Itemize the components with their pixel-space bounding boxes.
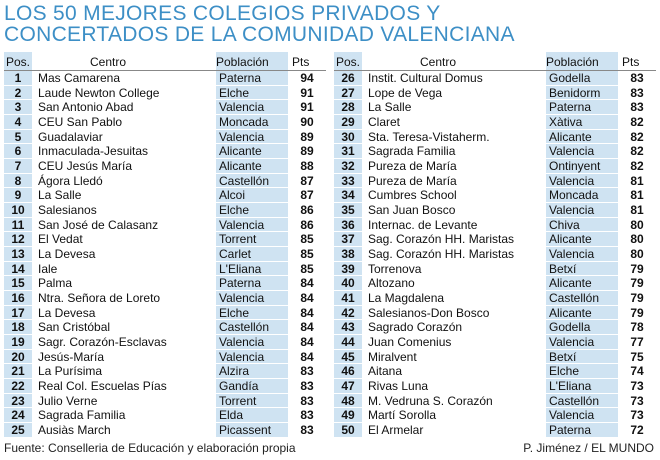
points-cell: 80	[630, 232, 644, 247]
rank-cell: 40	[334, 276, 362, 291]
points-cell: 86	[300, 217, 314, 232]
rank-cell: 7	[4, 159, 32, 174]
rank-cell: 45	[334, 350, 362, 365]
school-name-cell: Internac. de Levante	[368, 217, 478, 232]
points-cell: 75	[630, 349, 644, 364]
school-name-cell: El Armelar	[368, 423, 424, 438]
town-cell: Valencia	[546, 408, 618, 423]
table-row	[334, 335, 656, 350]
points-cell: 79	[630, 305, 644, 320]
school-name-cell: Ntra. Señora de Loreto	[38, 291, 161, 306]
rank-cell: 2	[4, 86, 32, 101]
town-cell: Alicante	[546, 232, 618, 247]
ranking-table-right	[334, 52, 656, 438]
points-cell: 83	[300, 408, 314, 423]
table-row	[334, 276, 656, 291]
school-name-cell: San Antonio Abad	[38, 100, 134, 115]
school-name-cell: Martí Sorolla	[368, 408, 437, 423]
page-title	[4, 3, 515, 45]
town-cell: Chiva	[546, 218, 618, 233]
points-cell: 88	[300, 159, 314, 174]
town-cell: Torrent	[216, 394, 288, 409]
rank-cell: 19	[4, 335, 32, 350]
table-row	[4, 306, 326, 321]
school-name-cell: M. Vedruna S. Corazón	[368, 393, 493, 408]
town-cell: Torrent	[216, 232, 288, 247]
table-row	[334, 320, 656, 335]
credit-note: P. Jiménez / EL MUNDO	[523, 441, 654, 455]
town-cell: Alicante	[546, 306, 618, 321]
rank-cell: 15	[4, 276, 32, 291]
table-row	[4, 71, 326, 86]
rank-cell: 12	[4, 232, 32, 247]
points-cell: 84	[300, 335, 314, 350]
town-cell: Valencia	[546, 144, 618, 159]
school-name-cell: Sag. Corazón HH. Maristas	[368, 247, 515, 262]
school-name-cell: Pureza de María	[368, 159, 457, 174]
table-row	[4, 335, 326, 350]
school-name-cell: Ágora Lledó	[38, 173, 103, 188]
school-name-cell: San Cristóbal	[38, 320, 111, 335]
rank-cell: 42	[334, 306, 362, 321]
town-cell: Alicante	[546, 276, 618, 291]
rank-cell: 10	[4, 203, 32, 218]
school-name-cell: Sagr. Corazón-Esclavas	[38, 335, 167, 350]
town-cell: Valencia	[216, 291, 288, 306]
header-poblacion: Población	[546, 55, 599, 69]
town-cell: Valencia	[216, 335, 288, 350]
town-cell: Elche	[216, 306, 288, 321]
table-row	[334, 218, 656, 233]
table-row	[334, 364, 656, 379]
points-cell: 82	[630, 144, 644, 159]
points-cell: 83	[300, 393, 314, 408]
rank-cell: 27	[334, 86, 362, 101]
town-cell: Valencia	[546, 174, 618, 189]
rank-cell: 1	[4, 71, 32, 86]
school-name-cell: Sta. Teresa-Vistaherm.	[368, 129, 490, 144]
table-row	[4, 159, 326, 174]
points-cell: 89	[300, 129, 314, 144]
table-row	[4, 218, 326, 233]
table-body	[334, 71, 656, 438]
table-row	[4, 188, 326, 203]
rank-cell: 29	[334, 115, 362, 130]
table-row	[4, 130, 326, 145]
points-cell: 85	[300, 247, 314, 262]
table-row	[334, 262, 656, 277]
points-cell: 83	[630, 100, 644, 115]
points-cell: 83	[300, 379, 314, 394]
points-cell: 84	[300, 349, 314, 364]
school-name-cell: Salesianos-Don Bosco	[368, 305, 490, 320]
points-cell: 83	[300, 364, 314, 379]
table-row	[334, 86, 656, 101]
points-cell: 85	[300, 261, 314, 276]
town-cell: Godella	[546, 71, 618, 86]
school-name-cell: Jesús-María	[38, 349, 105, 364]
points-cell: 84	[300, 320, 314, 335]
school-name-cell: Guadalaviar	[38, 129, 103, 144]
rank-cell: 16	[4, 291, 32, 306]
points-cell: 83	[300, 423, 314, 438]
rank-cell: 38	[334, 247, 362, 262]
town-cell: Valencia	[216, 100, 288, 115]
points-cell: 84	[300, 305, 314, 320]
town-cell: Valencia	[546, 247, 618, 262]
town-cell: Gandía	[216, 379, 288, 394]
points-cell: 79	[630, 276, 644, 291]
table-row	[334, 188, 656, 203]
rank-cell: 3	[4, 100, 32, 115]
school-name-cell: Pureza de María	[368, 173, 457, 188]
school-name-cell: La Devesa	[38, 305, 96, 320]
school-name-cell: Iale	[38, 261, 58, 276]
town-cell: Godella	[546, 320, 618, 335]
rank-cell: 37	[334, 232, 362, 247]
table-row	[334, 423, 656, 438]
school-name-cell: Mas Camarena	[38, 71, 121, 85]
rank-cell: 49	[334, 408, 362, 423]
school-name-cell: Sagrada Familia	[38, 408, 126, 423]
table-row	[334, 144, 656, 159]
rank-cell: 43	[334, 320, 362, 335]
school-name-cell: Sagrado Corazón	[368, 320, 463, 335]
town-cell: Alzira	[216, 364, 288, 379]
table-row	[4, 232, 326, 247]
points-cell: 77	[630, 335, 644, 350]
town-cell: Paterna	[546, 423, 618, 438]
rank-cell: 30	[334, 130, 362, 145]
table-row	[4, 100, 326, 115]
town-cell: Picassent	[216, 423, 288, 438]
table-row	[4, 203, 326, 218]
ranking-table-left	[4, 52, 326, 438]
rank-cell: 26	[334, 71, 362, 86]
rank-cell: 47	[334, 379, 362, 394]
points-cell: 87	[300, 188, 314, 203]
points-cell: 72	[630, 423, 644, 438]
table-row	[334, 394, 656, 409]
town-cell: Paterna	[546, 100, 618, 115]
school-name-cell: La Purísima	[38, 364, 103, 379]
town-cell: Alicante	[216, 144, 288, 159]
points-cell: 91	[300, 100, 314, 115]
points-cell: 83	[630, 71, 644, 85]
rank-cell: 5	[4, 130, 32, 145]
table-row	[4, 276, 326, 291]
rank-cell: 6	[4, 144, 32, 159]
header-pos: Pos.	[336, 55, 361, 69]
table-row	[4, 364, 326, 379]
points-cell: 81	[630, 203, 644, 218]
points-cell: 79	[630, 261, 644, 276]
town-cell: Castellón	[546, 394, 618, 409]
school-name-cell: La Devesa	[38, 247, 96, 262]
school-name-cell: San José de Calasanz	[38, 217, 159, 232]
points-cell: 74	[630, 364, 644, 379]
table-row	[4, 291, 326, 306]
rank-cell: 4	[4, 115, 32, 130]
header-centro: Centro	[420, 55, 457, 69]
school-name-cell: San Juan Bosco	[368, 203, 456, 218]
table-row	[4, 350, 326, 365]
table-row	[334, 408, 656, 423]
town-cell: Valencia	[216, 350, 288, 365]
school-name-cell: Juan Comenius	[368, 335, 452, 350]
rank-cell: 39	[334, 262, 362, 277]
table-row	[334, 100, 656, 115]
town-cell: Elche	[546, 364, 618, 379]
town-cell: Moncada	[216, 115, 288, 130]
town-cell: L'Eliana	[546, 379, 618, 394]
school-name-cell: Altozano	[368, 276, 415, 291]
table-row	[4, 262, 326, 277]
points-cell: 80	[630, 247, 644, 262]
town-cell: Alcoi	[216, 188, 288, 203]
town-cell: Valencia	[546, 203, 618, 218]
school-name-cell: Julio Verne	[38, 393, 98, 408]
points-cell: 85	[300, 232, 314, 247]
school-name-cell: Instit. Cultural Domus	[368, 71, 483, 85]
points-cell: 82	[630, 159, 644, 174]
school-name-cell: Miralvent	[368, 349, 417, 364]
school-name-cell: La Magdalena	[368, 291, 445, 306]
table-body	[4, 71, 326, 438]
town-cell: Betxí	[546, 262, 618, 277]
points-cell: 79	[630, 291, 644, 306]
table-row	[334, 291, 656, 306]
table-row	[4, 144, 326, 159]
rank-cell: 41	[334, 291, 362, 306]
school-name-cell: La Salle	[38, 188, 82, 203]
town-cell: Benidorm	[546, 86, 618, 101]
rank-cell: 17	[4, 306, 32, 321]
rank-cell: 23	[4, 394, 32, 409]
points-cell: 82	[630, 115, 644, 130]
school-name-cell: Rivas Luna	[368, 379, 429, 394]
rank-cell: 11	[4, 218, 32, 233]
school-name-cell: Salesianos	[38, 203, 97, 218]
source-note: Fuente: Conselleria de Educación y elaboración propia	[4, 441, 296, 455]
town-cell: Elche	[216, 203, 288, 218]
points-cell: 89	[300, 144, 314, 159]
rank-cell: 9	[4, 188, 32, 203]
town-cell: Alicante	[216, 159, 288, 174]
school-name-cell: Laude Newton College	[38, 85, 160, 100]
rank-cell: 44	[334, 335, 362, 350]
table-row	[4, 423, 326, 438]
table-row	[334, 174, 656, 189]
rank-cell: 24	[4, 408, 32, 423]
town-cell: Elda	[216, 408, 288, 423]
town-cell: Xàtiva	[546, 115, 618, 130]
town-cell: Paterna	[216, 71, 288, 86]
school-name-cell: Cumbres School	[368, 188, 457, 203]
town-cell: Valencia	[546, 335, 618, 350]
school-name-cell: Lope de Vega	[368, 85, 443, 100]
rank-cell: 28	[334, 100, 362, 115]
town-cell: Valencia	[216, 130, 288, 145]
school-name-cell: Aitana	[368, 364, 403, 379]
town-cell: Carlet	[216, 247, 288, 262]
town-cell: Moncada	[546, 188, 618, 203]
points-cell: 90	[300, 115, 314, 130]
header-pts: Pts	[622, 55, 640, 69]
points-cell: 87	[300, 173, 314, 188]
points-cell: 73	[630, 393, 644, 408]
rank-cell: 13	[4, 247, 32, 262]
town-cell: Alicante	[546, 130, 618, 145]
school-name-cell: Sag. Corazón HH. Maristas	[368, 232, 515, 247]
town-cell: Castellón	[546, 291, 618, 306]
school-name-cell: Real Col. Escuelas Pías	[38, 379, 167, 394]
points-cell: 78	[630, 320, 644, 335]
school-name-cell: CEU Jesús María	[38, 159, 133, 174]
school-name-cell: Torrenova	[368, 261, 422, 276]
header-pos: Pos.	[6, 55, 31, 69]
rank-cell: 34	[334, 188, 362, 203]
title-line-1: LOS 50 MEJORES COLEGIOS PRIVADOS Y	[4, 2, 441, 25]
header-centro: Centro	[90, 55, 127, 69]
town-cell: Valencia	[216, 218, 288, 233]
table-row	[4, 379, 326, 394]
table-row	[4, 247, 326, 262]
rank-cell: 50	[334, 423, 362, 438]
rank-cell: 48	[334, 394, 362, 409]
rank-cell: 35	[334, 203, 362, 218]
school-name-cell: CEU San Pablo	[38, 115, 123, 130]
points-cell: 84	[300, 276, 314, 291]
points-cell: 73	[630, 379, 644, 394]
rank-cell: 31	[334, 144, 362, 159]
rank-cell: 20	[4, 350, 32, 365]
points-cell: 73	[630, 408, 644, 423]
rank-cell: 22	[4, 379, 32, 394]
table-row	[334, 350, 656, 365]
table-row	[334, 159, 656, 174]
town-cell: Paterna	[216, 276, 288, 291]
table-row	[334, 115, 656, 130]
school-name-cell: El Vedat	[38, 232, 83, 247]
school-name-cell: Sagrada Familia	[368, 144, 456, 159]
points-cell: 94	[300, 71, 314, 85]
table-row	[334, 247, 656, 262]
rank-cell: 36	[334, 218, 362, 233]
table-row	[334, 71, 656, 86]
points-cell: 80	[630, 217, 644, 232]
rank-cell: 14	[4, 262, 32, 277]
table-row	[334, 379, 656, 394]
table-header	[334, 52, 656, 71]
rank-cell: 21	[4, 364, 32, 379]
rank-cell: 32	[334, 159, 362, 174]
town-cell: Castellón	[216, 174, 288, 189]
school-name-cell: Claret	[368, 115, 401, 130]
table-header	[4, 52, 326, 71]
header-pts: Pts	[292, 55, 310, 69]
points-cell: 84	[300, 291, 314, 306]
table-row	[334, 306, 656, 321]
school-name-cell: Inmaculada-Jesuitas	[38, 144, 149, 159]
header-poblacion: Población	[216, 55, 269, 69]
table-row	[4, 408, 326, 423]
table-row	[334, 203, 656, 218]
rank-cell: 18	[4, 320, 32, 335]
table-row	[4, 394, 326, 409]
town-cell: Betxí	[546, 350, 618, 365]
school-name-cell: Ausiàs March	[38, 423, 111, 438]
table-row	[4, 320, 326, 335]
school-name-cell: La Salle	[368, 100, 412, 115]
table-row	[4, 174, 326, 189]
rank-cell: 25	[4, 423, 32, 438]
table-row	[4, 86, 326, 101]
table-row	[334, 232, 656, 247]
school-name-cell: Palma	[38, 276, 73, 291]
rank-cell: 33	[334, 174, 362, 189]
rank-cell: 46	[334, 364, 362, 379]
town-cell: Elche	[216, 86, 288, 101]
rank-cell: 8	[4, 174, 32, 189]
points-cell: 83	[630, 85, 644, 100]
town-cell: L'Eliana	[216, 262, 288, 277]
title-line-2: CONCERTADOS DE LA COMUNIDAD VALENCIANA	[4, 23, 515, 46]
points-cell: 91	[300, 85, 314, 100]
table-row	[334, 130, 656, 145]
points-cell: 82	[630, 129, 644, 144]
table-row	[4, 115, 326, 130]
points-cell: 86	[300, 203, 314, 218]
town-cell: Castellón	[216, 320, 288, 335]
points-cell: 81	[630, 188, 644, 203]
points-cell: 81	[630, 173, 644, 188]
town-cell: Ontinyent	[546, 159, 618, 174]
